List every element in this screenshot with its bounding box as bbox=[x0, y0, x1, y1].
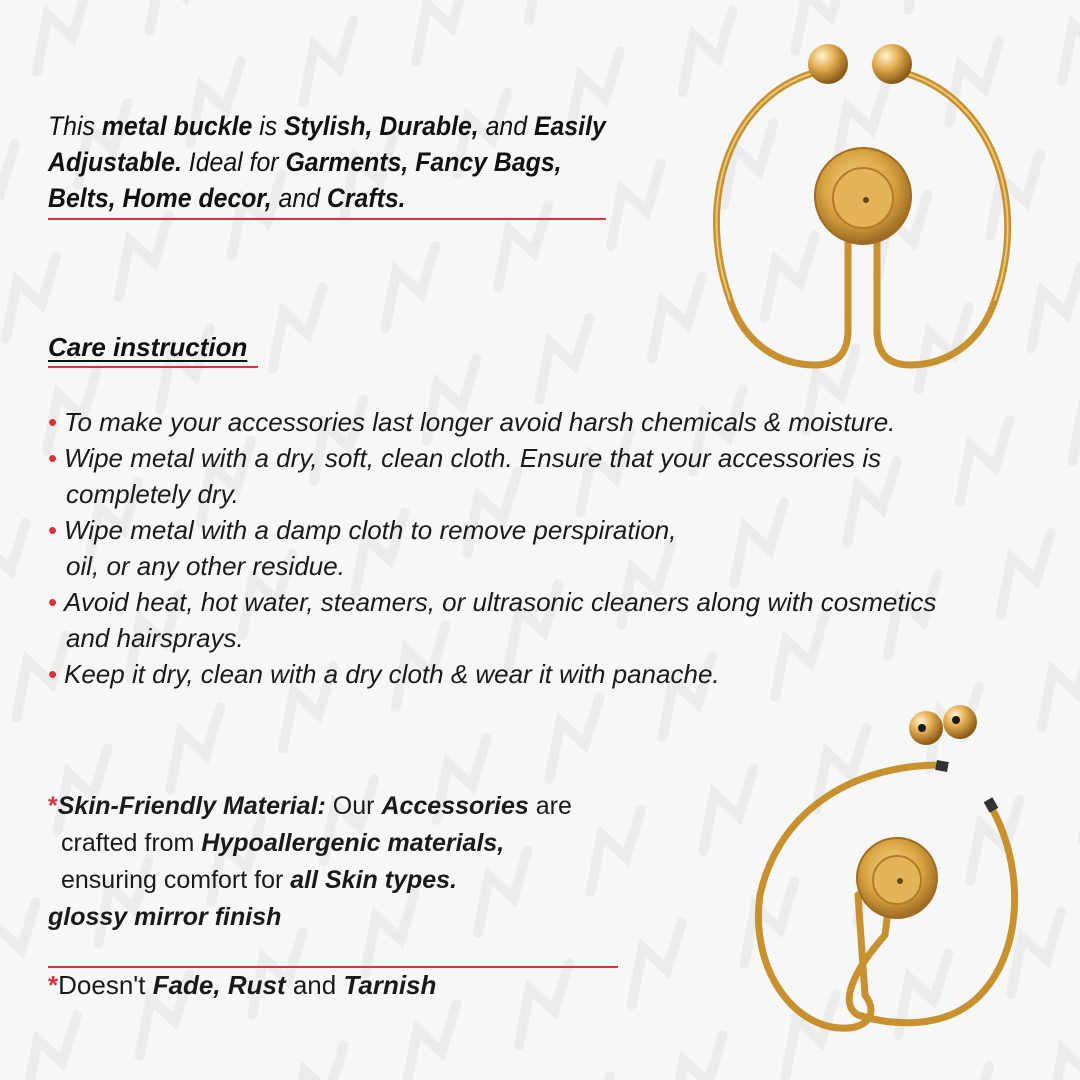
skin-bold: all Skin types. bbox=[290, 866, 458, 894]
care-item-text: Wipe metal with a damp cloth to remove perspiration, bbox=[64, 515, 677, 545]
care-item bbox=[48, 512, 1048, 584]
product-image-disassembled bbox=[740, 695, 1050, 1045]
care-list bbox=[48, 404, 1048, 692]
intro-text-3: and bbox=[478, 111, 534, 141]
care-item-text: Avoid heat, hot water, steamers, or ultrasonic cleaners along with cosmetics bbox=[64, 587, 937, 617]
skin-bold: Hypoallergenic materials, bbox=[201, 829, 505, 857]
care-title: Care instruction bbox=[48, 332, 248, 362]
skin-text: Our bbox=[325, 792, 382, 820]
skin-text: ensuring comfort for bbox=[61, 866, 291, 894]
intro-underline bbox=[48, 218, 606, 220]
care-item-text: To make your accessories last longer avoid harsh chemicals & moisture. bbox=[64, 407, 896, 437]
asterisk: * bbox=[48, 970, 59, 1000]
intro-text-4: Ideal for bbox=[181, 147, 286, 177]
care-title-underline bbox=[48, 366, 258, 368]
care-item bbox=[48, 656, 1048, 692]
thread-end-left bbox=[935, 760, 949, 772]
skin-label: Skin-Friendly Material: bbox=[57, 792, 326, 820]
intro-text-5: and bbox=[271, 183, 327, 213]
intro-bold-3: Easily Adjustable. bbox=[48, 111, 606, 177]
care-item-text-cont: completely dry. bbox=[66, 479, 239, 509]
skin-text: are bbox=[528, 792, 572, 820]
care-item-text: Keep it dry, clean with a dry cloth & wear it with panache. bbox=[64, 659, 720, 689]
asterisk: * bbox=[48, 792, 58, 820]
intro-text-2: is bbox=[252, 111, 285, 141]
fade-bold: Tarnish bbox=[343, 970, 437, 1000]
intro-bold-4: Garments, Fancy Bags, Belts, Home decor, bbox=[48, 147, 562, 213]
skin-friendly-block bbox=[48, 788, 648, 936]
fade-text: Doesn't bbox=[58, 970, 153, 1000]
intro-paragraph bbox=[48, 108, 618, 216]
care-item bbox=[48, 440, 1048, 512]
skin-line-2 bbox=[48, 825, 648, 862]
product-image-assembled bbox=[690, 30, 1050, 390]
fade-bold: Fade, Rust bbox=[152, 970, 286, 1000]
loose-ball-2 bbox=[943, 705, 977, 739]
ball-end-left bbox=[808, 44, 848, 84]
skin-divider bbox=[48, 966, 618, 968]
finish-text: glossy mirror finish bbox=[48, 903, 282, 931]
intro-text-1: This bbox=[48, 111, 102, 141]
skin-bold: Accessories bbox=[381, 792, 529, 820]
skin-text: crafted from bbox=[61, 829, 202, 857]
intro-bold-1: metal buckle bbox=[101, 111, 253, 141]
ball-end-right bbox=[872, 44, 912, 84]
skin-line-3 bbox=[48, 862, 648, 899]
skin-line-1 bbox=[48, 788, 648, 825]
care-item-text: Wipe metal with a dry, soft, clean cloth. Ensure that your accessories is bbox=[64, 443, 882, 473]
care-item bbox=[48, 584, 1048, 656]
intro-bold-5: Crafts. bbox=[326, 183, 406, 213]
skin-line-4 bbox=[48, 899, 648, 936]
care-item bbox=[48, 404, 1048, 440]
intro-bold-2: Stylish, Durable, bbox=[284, 111, 479, 141]
doesnt-fade-line bbox=[48, 970, 436, 1001]
fade-text: and bbox=[285, 970, 344, 1000]
care-item-text-cont: and hairsprays. bbox=[66, 623, 244, 653]
care-item-text-cont: oil, or any other residue. bbox=[66, 551, 345, 581]
